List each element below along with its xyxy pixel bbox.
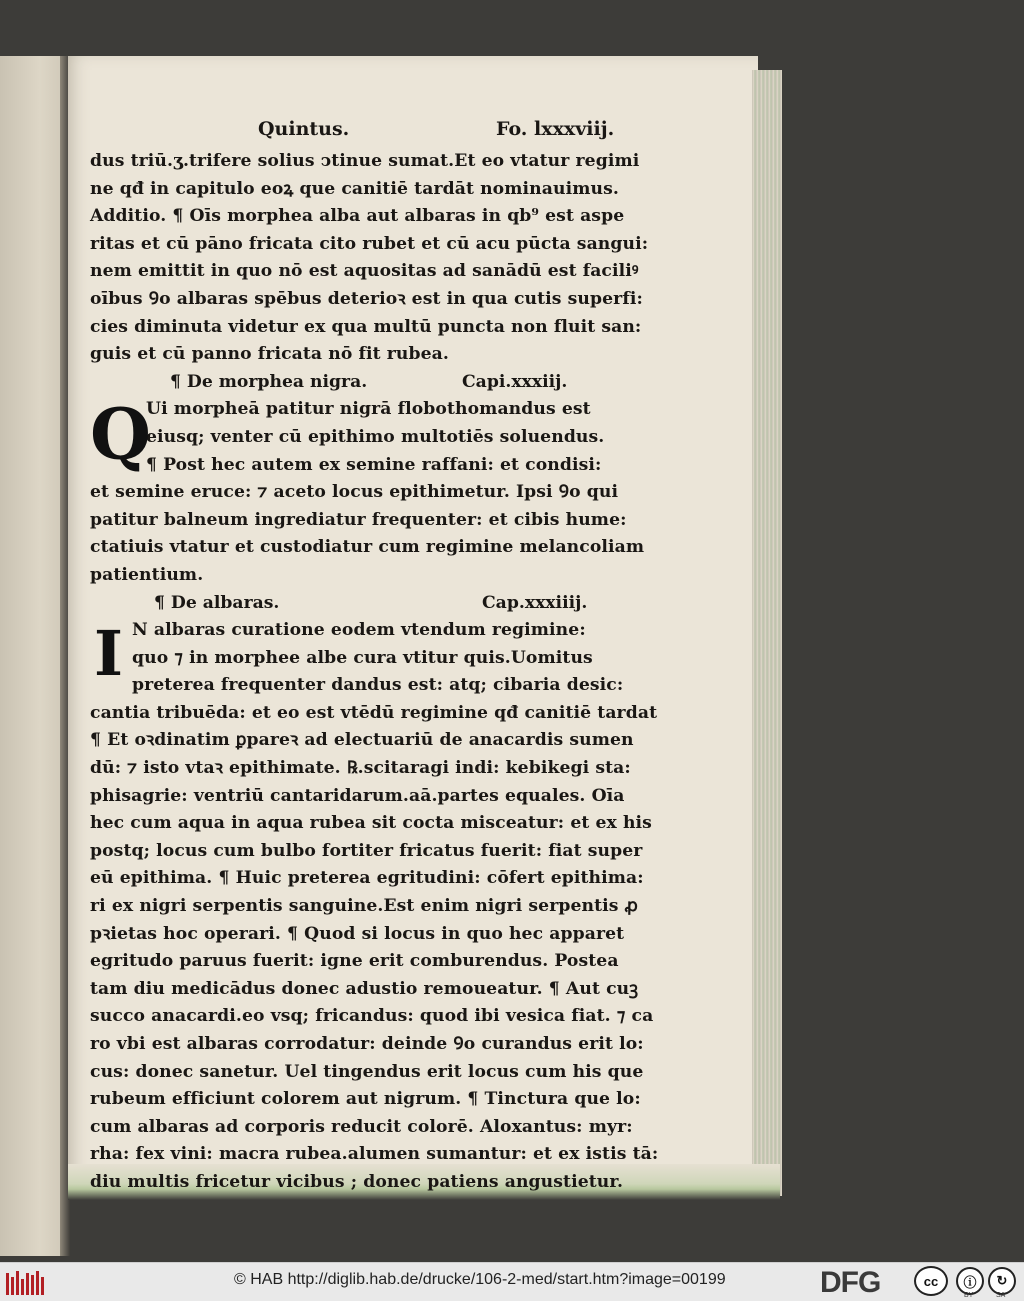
chapter-number: Cap.xxxiiij.: [482, 592, 588, 613]
header-folio: Fo. lxxxviij.: [496, 118, 615, 140]
paragraph-1: [90, 148, 649, 369]
text-line: dus triū.ʒ.trifere solius ↄtinue sumat.Et eo vtatur regimi: [90, 151, 640, 171]
text-line: ctatiuis vtatur et custodiatur cum regimine melancoliam: [90, 537, 645, 558]
previous-page-edge: [0, 56, 66, 1256]
text-line: eiusq; venter cū epithimo multotiēs soluendus.: [146, 426, 605, 447]
text-line: ne qđ in capitulo eoꝝ que canitiē tardāt nominauimus.: [90, 178, 619, 199]
text-line: diu multis fricetur vicibus ; donec patiens angustietur.: [90, 1171, 624, 1192]
text-line: hec cum aqua in aqua rubea sit cocta misceatur: et ex his: [90, 813, 652, 834]
text-line: ¶ Post hec autem ex semine raffani: et condisi:: [146, 454, 602, 475]
text-line: ¶ Et oꝛdinatim ꝑpareꝛ ad electuariū de anacardis sumen: [90, 730, 634, 751]
chapter-heading-albaras: [90, 590, 630, 618]
text-line: egritudo paruus fuerit: igne erit comburendus. Postea: [90, 951, 619, 972]
creative-commons-icon[interactable]: cc: [914, 1266, 948, 1296]
text-line: Additio. ¶ Oīs morphea alba aut albaras in qb⁹ est aspe: [90, 206, 625, 227]
dfg-logo-icon: DFG: [820, 1266, 881, 1299]
text-line: postq; locus cum bulbo fortiter fricatus fuerit: fiat super: [90, 840, 643, 861]
viewer-footer: [0, 1262, 1024, 1301]
cc-by-icon[interactable]: ⓘ: [956, 1267, 984, 1295]
text-line: rubeum efficiunt colorem aut nigrum. ¶ Tinctura que lo:: [90, 1089, 641, 1110]
text-line: ri ex nigri serpentis sanguine.Est enim nigri serpentis ꝓ: [90, 896, 639, 917]
text-line: ro vbi est albaras corrodatur: deinde Ꝯo curandus erit lo:: [90, 1034, 644, 1054]
text-line: cum albaras ad corporis reducit colorē. Aloxantus: myr:: [90, 1116, 633, 1137]
text-line: ritas et cū pāno fricata cito rubet et cū acu pūcta sangui:: [90, 233, 649, 254]
text-line: cus: donec sanetur. Uel tingendus erit locus cum his que: [90, 1061, 644, 1082]
running-header: [90, 112, 630, 148]
text-line: eū epithima. ¶ Huic preterea egritudini: cōfert epithima:: [90, 868, 644, 889]
text-line: succo anacardi.eo vsq; fricandus: quod ibi vesica fiat. ⁊ ca: [90, 1006, 654, 1027]
text-line: et semine eruce: ⁊ aceto locus epithimetur. Ipsi Ꝯo qui: [90, 482, 619, 503]
text-line: cantia tribuēda: et eo est vtēdū regimine qđ canitiē tardat: [90, 702, 658, 723]
text-line: N albaras curatione eodem vtendum regimine:: [132, 620, 586, 641]
text-line: cies diminuta videtur ex qua multū puncta non fluit san:: [90, 316, 642, 337]
chapter-1-body: [90, 393, 645, 589]
cc-sa-icon[interactable]: ↻: [988, 1267, 1016, 1295]
source-credit-link[interactable]: © HAB http://diglib.hab.de/drucke/106-2-med/start.htm?image=00199: [234, 1271, 726, 1288]
text-line: tam diu medicādus donec adustio remoueatur. ¶ Aut cuꝫ: [90, 978, 639, 999]
page-edges: [752, 70, 782, 1196]
text-line: patitur balneum ingrediatur frequenter: et cibis hume:: [90, 509, 627, 530]
text-line: phisagrie: ventriū cantaridarum.aā.partes equales. Oīa: [90, 785, 625, 806]
cc-sa-label: SA: [996, 1292, 1006, 1299]
text-line: oībus Ꝯo albaras spēbus deterioꝛ est in qua cutis superfi:: [90, 288, 643, 309]
cc-by-label: BY: [964, 1292, 974, 1299]
text-line: preterea frequenter dandus est: atq; cibaria desic:: [132, 675, 624, 696]
text-line: nem emittit in quo nō est aquositas ad sanādū est faciliꝰ: [90, 261, 639, 282]
text-line: patientium.: [90, 564, 204, 585]
header-book-name: Quintus.: [258, 118, 350, 140]
dropcap-i: I: [94, 617, 124, 691]
chapter-number: Capi.xxxiij.: [462, 371, 568, 392]
text-block: [90, 112, 659, 1197]
chapter-heading-morphea-nigra: [90, 369, 630, 397]
text-line: Ui morpheā patitur nigrā flobothomandus est: [146, 399, 591, 420]
text-line: dū: ⁊ isto vtaꝛ epithimate. ℞.scitaragi indi: kebikegi sta:: [90, 758, 631, 779]
chapter-2-body: [90, 617, 659, 1196]
chapter-title: ¶ De morphea nigra.: [170, 371, 368, 392]
hab-logo-icon: [6, 1269, 46, 1295]
text-line: guis et cū panno fricata nō fit rubea.: [90, 344, 449, 365]
text-line: pꝛietas hoc operari. ¶ Quod si locus in quo hec apparet: [90, 923, 625, 944]
text-line: rha: fex vini: macra rubea.alumen sumantur: et ex istis tā:: [90, 1144, 659, 1165]
chapter-title: ¶ De albaras.: [154, 592, 280, 613]
text-line: quo ⁊ in morphee albe cura vtitur quis.Uomitus: [132, 647, 593, 668]
dropcap-q: Q: [90, 393, 151, 477]
